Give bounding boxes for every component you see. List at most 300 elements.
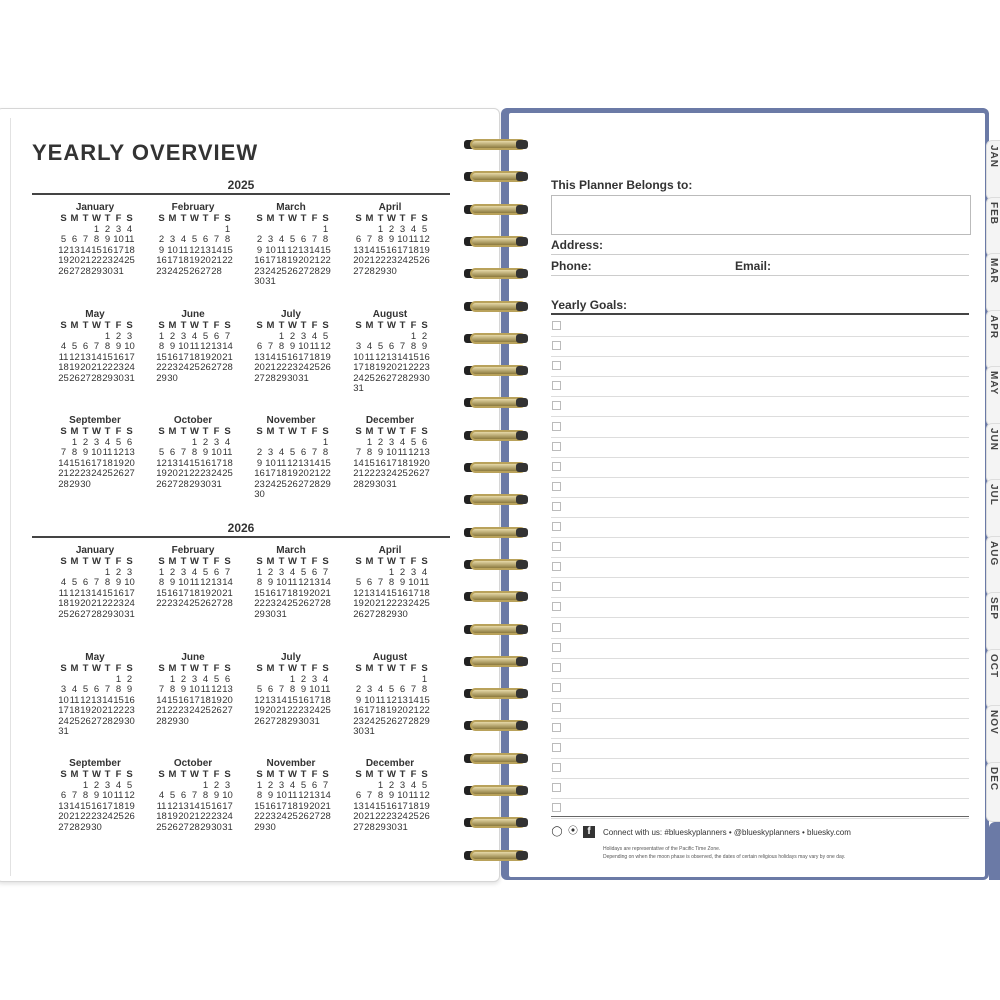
day-number: 24 (309, 705, 320, 716)
weekday-header: S (355, 213, 362, 224)
weekday-header: T (104, 769, 111, 780)
day-number: 18 (156, 811, 167, 822)
weekday-header: F (115, 769, 122, 780)
day-number: 23 (254, 265, 265, 277)
day-number: 29 (102, 372, 113, 384)
goal-checkbox[interactable] (552, 361, 561, 370)
day-number: 14 (222, 577, 233, 588)
weekday-header: T (82, 426, 89, 437)
day-grid (254, 664, 336, 727)
day-number: 10 (189, 684, 200, 695)
day-number: 18 (178, 255, 189, 266)
goal-checkbox[interactable] (552, 462, 561, 471)
goal-row[interactable] (551, 437, 969, 458)
weekday-header: T (377, 769, 384, 780)
goal-checkbox[interactable] (552, 422, 561, 431)
day-number: 13 (265, 694, 276, 706)
goals-rule (551, 313, 969, 315)
tab-mar[interactable] (986, 253, 1000, 313)
day-number: 26 (419, 811, 430, 822)
day-number: 1 (377, 223, 384, 235)
day-number: 24 (265, 265, 276, 277)
coil-ring (466, 427, 532, 445)
day-number: 8 (115, 684, 122, 695)
goal-row[interactable] (551, 738, 969, 759)
tab-feb[interactable] (986, 197, 1000, 257)
day-number: 19 (124, 800, 135, 812)
day-number: 24 (167, 265, 178, 277)
day-number: 6 (355, 790, 362, 801)
day-number: 5 (213, 673, 220, 685)
tab-sep[interactable] (986, 592, 1000, 652)
day-number: 20 (200, 255, 211, 266)
goal-row[interactable] (551, 457, 969, 478)
month-calendar (246, 309, 336, 384)
day-number: 30 (375, 478, 386, 490)
day-number: 23 (200, 468, 211, 479)
day-number: 20 (69, 255, 80, 266)
day-number: 24 (178, 362, 189, 373)
goal-checkbox[interactable] (552, 321, 561, 330)
day-number: 17 (124, 587, 135, 599)
day-number: 28 (276, 715, 287, 727)
day-number: 28 (91, 372, 102, 384)
day-number: 12 (320, 341, 331, 352)
goal-row[interactable] (551, 577, 969, 598)
goal-row[interactable] (551, 477, 969, 498)
goal-row[interactable] (551, 597, 969, 618)
month-name: December (365, 758, 415, 769)
weekday-header: S (224, 769, 231, 780)
day-number: 26 (408, 468, 419, 479)
day-number: 7 (366, 234, 373, 245)
day-number: 17 (353, 362, 364, 373)
day-number: 19 (287, 255, 298, 266)
goal-checkbox[interactable] (552, 643, 561, 652)
tab-jan[interactable] (986, 140, 1000, 200)
day-number: 25 (276, 265, 287, 277)
day-number: 2 (169, 566, 176, 578)
day-number: 28 (353, 478, 364, 490)
day-number: 6 (366, 577, 373, 588)
day-number: 4 (60, 341, 67, 352)
day-number: 13 (397, 694, 408, 706)
day-number: 11 (200, 684, 211, 695)
day-number: 24 (276, 598, 287, 609)
day-number: 17 (113, 244, 124, 256)
day-number: 2 (180, 673, 187, 685)
day-number: 7 (355, 447, 362, 458)
weekday-header: S (224, 426, 231, 437)
day-number: 27 (397, 715, 408, 727)
day-number: 22 (222, 255, 233, 266)
goal-row[interactable] (551, 758, 969, 779)
day-number: 27 (353, 821, 364, 833)
day-number: 15 (200, 800, 211, 812)
day-number: 25 (375, 715, 386, 727)
weekday-header: T (278, 663, 285, 674)
day-number: 3 (180, 330, 187, 342)
day-number: 16 (167, 351, 178, 363)
coil-ring (466, 782, 532, 800)
day-number: 17 (265, 255, 276, 266)
weekday-header: S (421, 213, 428, 224)
day-number: 24 (397, 811, 408, 822)
contact-line[interactable] (551, 275, 969, 276)
day-number: 16 (156, 255, 167, 266)
day-number: 2 (115, 330, 122, 342)
goal-row[interactable] (551, 376, 969, 397)
goal-row[interactable] (551, 497, 969, 518)
day-number: 16 (113, 587, 124, 599)
goal-checkbox[interactable] (552, 562, 561, 571)
tab-nov[interactable] (986, 705, 1000, 765)
day-number: 30 (386, 821, 397, 833)
goal-row[interactable] (551, 778, 969, 799)
tab-aug[interactable] (986, 536, 1000, 596)
goal-checkbox[interactable] (552, 623, 561, 632)
month-name: March (276, 545, 306, 556)
tab-label: NOV (988, 710, 999, 735)
day-number: 30 (265, 608, 276, 620)
day-number: 9 (104, 234, 111, 245)
coil-ring (466, 621, 532, 639)
weekday-header: M (266, 320, 275, 331)
goal-row[interactable] (551, 417, 969, 438)
day-number: 1 (202, 779, 209, 791)
weekday-header: F (311, 320, 318, 331)
day-number: 29 (102, 608, 113, 620)
goal-checkbox[interactable] (552, 442, 561, 451)
day-number: 29 (375, 265, 386, 277)
day-number: 26 (287, 478, 298, 490)
goal-checkbox[interactable] (552, 341, 561, 350)
day-number: 6 (180, 790, 187, 801)
day-number: 29 (156, 372, 167, 384)
goal-checkbox[interactable] (552, 683, 561, 692)
day-number: 5 (410, 436, 417, 448)
goal-checkbox[interactable] (552, 602, 561, 611)
day-number: 12 (211, 684, 222, 695)
day-number: 13 (298, 457, 309, 469)
goal-row[interactable] (551, 336, 969, 357)
day-number: 13 (69, 244, 80, 256)
day-number: 29 (276, 372, 287, 384)
weekday-header: W (190, 663, 199, 674)
coil-ring (466, 847, 532, 865)
day-number: 5 (71, 577, 78, 588)
page-stack-edge (0, 118, 11, 876)
day-number: 3 (300, 330, 307, 342)
weekday-header: F (311, 426, 318, 437)
coil-ring (466, 750, 532, 768)
day-number: 25 (287, 598, 298, 609)
day-number: 18 (189, 587, 200, 599)
day-number: 6 (421, 436, 428, 448)
day-number: 11 (189, 341, 200, 352)
day-number: 6 (202, 234, 209, 245)
day-number: 19 (298, 587, 309, 599)
tab-dec[interactable] (986, 762, 1000, 822)
day-number: 11 (419, 577, 430, 588)
weekday-header: F (115, 426, 122, 437)
tab-jul[interactable] (986, 479, 1000, 539)
goal-row[interactable] (551, 517, 969, 538)
tab-jun[interactable] (986, 423, 1000, 483)
day-number: 24 (364, 715, 375, 727)
connect-text: Connect with us: #blueskyplanners • @blueskyplanners • bluesky.com (603, 828, 851, 837)
weekday-header: T (399, 426, 406, 437)
day-number: 19 (211, 694, 222, 706)
month-calendar (50, 202, 140, 277)
goal-checkbox[interactable] (552, 783, 561, 792)
day-number: 4 (104, 436, 111, 448)
day-number: 29 (254, 821, 265, 833)
weekday-header: F (213, 213, 220, 224)
day-number: 13 (222, 684, 233, 695)
day-number: 2 (289, 330, 296, 342)
day-number: 14 (375, 587, 386, 599)
day-number: 24 (298, 362, 309, 373)
day-number: 9 (388, 790, 395, 801)
coil-ring (466, 588, 532, 606)
weekday-header: T (300, 663, 307, 674)
day-number: 5 (60, 234, 67, 245)
goal-checkbox[interactable] (552, 703, 561, 712)
weekday-header: W (92, 320, 101, 331)
day-number: 30 (102, 265, 113, 277)
weekday-header: W (288, 769, 297, 780)
day-number: 20 (309, 800, 320, 812)
day-number: 5 (71, 341, 78, 352)
weekday-header: S (126, 320, 133, 331)
day-number: 4 (191, 566, 198, 578)
fine-print-line: Holidays are representative of the Pacific Time Zone. (603, 846, 721, 852)
goal-checkbox[interactable] (552, 401, 561, 410)
day-number: 27 (211, 362, 222, 373)
day-number: 23 (265, 811, 276, 822)
day-number: 31 (309, 715, 320, 727)
month-calendar (246, 758, 336, 833)
day-number: 9 (289, 341, 296, 352)
day-number: 17 (102, 800, 113, 812)
day-number: 15 (386, 587, 397, 599)
day-number: 29 (91, 265, 102, 277)
goal-row[interactable] (551, 698, 969, 719)
goal-row[interactable] (551, 678, 969, 699)
day-number: 4 (158, 790, 165, 801)
goal-row[interactable] (551, 658, 969, 679)
goal-row[interactable] (551, 537, 969, 558)
coil-ring (466, 265, 532, 283)
coil-ring (466, 233, 532, 251)
day-number: 14 (320, 577, 331, 588)
month-name: June (181, 652, 205, 663)
day-number: 24 (265, 478, 276, 490)
day-number: 31 (298, 372, 309, 384)
day-number: 6 (399, 684, 406, 695)
day-number: 4 (322, 673, 329, 685)
day-number: 6 (169, 447, 176, 458)
day-number: 16 (124, 694, 135, 706)
weekday-header: W (288, 426, 297, 437)
weekday-header: W (387, 426, 396, 437)
day-number: 14 (265, 351, 276, 363)
day-number: 25 (58, 608, 69, 620)
weekday-header: M (365, 320, 374, 331)
day-number: 28 (178, 478, 189, 490)
tab-label: JUN (988, 427, 999, 451)
weekday-header: T (399, 556, 406, 567)
day-number: 26 (113, 468, 124, 479)
day-number: 27 (364, 608, 375, 620)
day-number: 15 (375, 244, 386, 256)
day-number: 25 (287, 811, 298, 822)
day-number: 9 (399, 577, 406, 588)
day-number: 16 (397, 587, 408, 599)
day-number: 6 (82, 341, 89, 352)
day-number: 20 (80, 362, 91, 373)
weekday-header: F (213, 769, 220, 780)
day-number: 28 (364, 265, 375, 277)
day-number: 18 (222, 457, 233, 469)
weekday-header: F (311, 213, 318, 224)
day-number: 12 (419, 790, 430, 801)
goal-row[interactable] (551, 396, 969, 417)
day-number: 11 (309, 341, 320, 352)
goal-checkbox[interactable] (552, 763, 561, 772)
day-number: 9 (82, 447, 89, 458)
weekday-header: S (421, 769, 428, 780)
goal-row[interactable] (551, 356, 969, 377)
day-number: 21 (189, 811, 200, 822)
weekday-header: S (60, 663, 67, 674)
goal-checkbox[interactable] (552, 542, 561, 551)
day-number: 29 (386, 608, 397, 620)
day-number: 16 (265, 587, 276, 599)
day-grid (58, 427, 140, 490)
day-number: 13 (364, 587, 375, 599)
day-number: 27 (386, 372, 397, 384)
day-number: 22 (375, 811, 386, 822)
day-number: 21 (69, 811, 80, 822)
goal-row[interactable] (551, 618, 969, 639)
day-number: 3 (278, 566, 285, 578)
goal-checkbox[interactable] (552, 803, 561, 812)
address-line[interactable] (551, 254, 969, 255)
weekday-header: W (92, 556, 101, 567)
day-number: 3 (399, 779, 406, 791)
day-number: 18 (408, 244, 419, 256)
day-number: 15 (102, 351, 113, 363)
day-number: 20 (124, 457, 135, 469)
weekday-header: M (365, 663, 374, 674)
goal-row[interactable] (551, 557, 969, 578)
owner-name-field[interactable] (551, 195, 971, 235)
day-number: 31 (364, 726, 375, 737)
month-name: February (171, 545, 215, 556)
day-number: 27 (222, 705, 233, 716)
weekday-header: W (288, 320, 297, 331)
tab-may[interactable] (986, 366, 1000, 426)
day-number: 3 (104, 779, 111, 791)
goal-row[interactable] (551, 638, 969, 659)
weekday-header: W (190, 213, 199, 224)
day-number: 11 (364, 351, 375, 363)
goal-checkbox[interactable] (552, 743, 561, 752)
day-number: 5 (256, 684, 263, 695)
day-number: 7 (267, 341, 274, 352)
day-number: 3 (169, 234, 176, 245)
day-number: 25 (397, 468, 408, 479)
tab-apr[interactable] (986, 310, 1000, 370)
day-number: 4 (421, 566, 428, 578)
goal-checkbox[interactable] (552, 663, 561, 672)
day-number: 12 (200, 577, 211, 588)
month-name: August (372, 309, 408, 320)
day-grid (254, 321, 336, 384)
goal-checkbox[interactable] (552, 522, 561, 531)
day-number: 21 (211, 255, 222, 266)
day-number: 16 (102, 244, 113, 256)
goal-checkbox[interactable] (552, 582, 561, 591)
goal-checkbox[interactable] (552, 502, 561, 511)
day-number: 1 (158, 566, 165, 578)
day-number: 5 (300, 566, 307, 578)
day-number: 12 (113, 447, 124, 458)
tab-oct[interactable] (986, 649, 1000, 709)
goal-checkbox[interactable] (552, 723, 561, 732)
day-number: 27 (91, 715, 102, 727)
day-number: 9 (377, 447, 384, 458)
weekday-header: T (300, 426, 307, 437)
day-number: 27 (200, 265, 211, 277)
day-number: 17 (222, 800, 233, 812)
weekday-header: S (60, 769, 67, 780)
day-number: 18 (276, 255, 287, 266)
day-number: 2 (388, 223, 395, 235)
day-number: 30 (265, 821, 276, 833)
day-number: 20 (211, 351, 222, 363)
day-number: 19 (298, 800, 309, 812)
day-number: 2 (421, 330, 428, 342)
day-number: 13 (80, 587, 91, 599)
tab-label: AUG (988, 540, 999, 566)
day-number: 6 (300, 234, 307, 245)
coil-ring (466, 814, 532, 832)
day-number: 2 (256, 234, 263, 245)
day-number: 10 (178, 341, 189, 352)
month-name: September (69, 758, 121, 769)
day-number: 16 (200, 457, 211, 469)
weekday-header: F (115, 663, 122, 674)
day-number: 16 (386, 244, 397, 256)
goal-row[interactable] (551, 718, 969, 739)
day-number: 24 (113, 255, 124, 266)
goal-checkbox[interactable] (552, 381, 561, 390)
day-number: 26 (320, 362, 331, 373)
day-number: 31 (124, 608, 135, 620)
day-number: 20 (178, 811, 189, 822)
day-number: 2 (267, 779, 274, 791)
day-number: 6 (224, 673, 231, 685)
cover-tab (989, 822, 1000, 880)
goal-checkbox[interactable] (552, 482, 561, 491)
day-number: 17 (276, 587, 287, 599)
goal-row[interactable] (551, 316, 969, 337)
month-calendar (50, 758, 140, 833)
coil-ring (466, 459, 532, 477)
